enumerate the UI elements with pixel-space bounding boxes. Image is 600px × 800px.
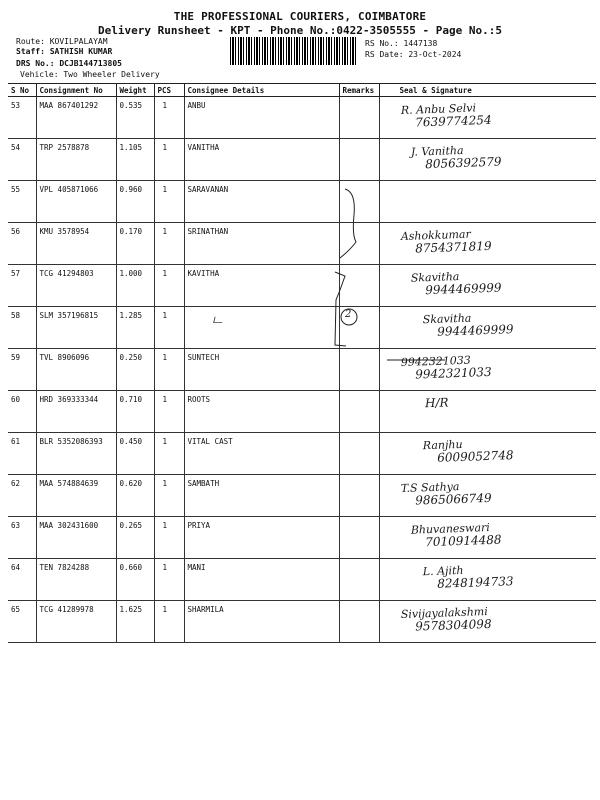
pcs-cell: 1 xyxy=(154,391,184,433)
weight-cell: 0.710 xyxy=(116,391,154,433)
consignee-cell: VITAL CAST xyxy=(184,433,339,475)
sno-cell: 56 xyxy=(8,223,36,265)
staff-line: Staff: SATHISH KUMAR xyxy=(16,47,113,56)
rs-no-value: 1447138 xyxy=(403,39,438,48)
col-pcs: PCS xyxy=(154,84,184,97)
consignee-cell: ROOTS xyxy=(184,391,339,433)
consignment-cell: KMU 3578954 xyxy=(36,223,116,265)
weight-cell: 1.105 xyxy=(116,139,154,181)
col-signature: Seal & Signature xyxy=(379,84,596,97)
signature-phone: 8248194733 xyxy=(436,574,514,591)
signature-phone: 9942321033 xyxy=(414,364,492,382)
signature-name: L. Ajith xyxy=(422,563,464,579)
consignee-cell: VANITHA xyxy=(184,139,339,181)
consignee-cell: MANI xyxy=(184,559,339,601)
weight-cell: 0.620 xyxy=(116,475,154,517)
circled-annotation: 2 xyxy=(345,309,352,320)
sno-cell: 63 xyxy=(8,517,36,559)
consignee-cell: ANBU xyxy=(184,97,339,139)
route-value: KOVILPALAYAM xyxy=(49,37,108,46)
signature-phone: 8056392579 xyxy=(424,154,502,172)
signature-name: 9942321033 xyxy=(400,353,471,370)
col-consignee: Consignee Details xyxy=(184,84,339,97)
weight-cell: 1.285 xyxy=(116,307,154,349)
rs-date-value: 23-Oct-2024 xyxy=(408,50,462,59)
signature-phone: 9944469999 xyxy=(436,322,514,339)
signature-phone: 9578304098 xyxy=(414,616,492,634)
sno-cell: 64 xyxy=(8,559,36,601)
consignment-cell: MAA 574884639 xyxy=(36,475,116,517)
pcs-cell: 1 xyxy=(154,223,184,265)
company-title: THE PROFESSIONAL COURIERS, COIMBATORE xyxy=(173,10,427,23)
consignee-cell: KAVITHA xyxy=(184,265,339,307)
staff-value: SATHISH KUMAR xyxy=(49,47,113,56)
signature-name: R. Anbu Selvi xyxy=(400,101,476,118)
signature-name: Ranjhu xyxy=(422,437,463,453)
sno-cell: 65 xyxy=(8,601,36,643)
signature-phone: 9865066749 xyxy=(414,490,492,508)
weight-cell: 0.660 xyxy=(116,559,154,601)
weight-cell: 1.000 xyxy=(116,265,154,307)
runsheet-subtitle: Delivery Runsheet - KPT - Phone No.:0422-3505555 - Page No.:5 xyxy=(98,24,502,37)
consignment-cell: TRP 2578878 xyxy=(36,139,116,181)
sno-cell: 55 xyxy=(8,181,36,223)
signature-phone: 9944469999 xyxy=(424,280,502,298)
pcs-cell: 1 xyxy=(154,475,184,517)
pcs-cell: 1 xyxy=(154,97,184,139)
route-line: Route: KOVILPALAYAM xyxy=(16,37,108,46)
col-weight: Weight xyxy=(116,84,154,97)
sno-cell: 53 xyxy=(8,97,36,139)
consignment-cell: MAA 867401292 xyxy=(36,97,116,139)
pcs-cell: 1 xyxy=(154,559,184,601)
consignment-cell: TCG 41294803 xyxy=(36,265,116,307)
col-remarks: Remarks xyxy=(339,84,379,97)
signature-name: Sivijayalakshmi xyxy=(400,605,488,622)
sno-cell: 54 xyxy=(8,139,36,181)
consignee-cell: PRIYA xyxy=(184,517,339,559)
weight-cell: 0.265 xyxy=(116,517,154,559)
weight-cell: 0.170 xyxy=(116,223,154,265)
consignment-cell: MAA 302431600 xyxy=(36,517,116,559)
row58-mark: ட xyxy=(212,312,223,327)
consignee-cell: SAMBATH xyxy=(184,475,339,517)
sno-cell: 58 xyxy=(8,307,36,349)
sno-cell: 59 xyxy=(8,349,36,391)
sno-cell: 61 xyxy=(8,433,36,475)
signature-phone: 7639774254 xyxy=(414,112,492,130)
consignment-cell: TCG 41289978 xyxy=(36,601,116,643)
weight-cell: 0.250 xyxy=(116,349,154,391)
consignee-cell: SARAVANAN xyxy=(184,181,339,223)
signature-name: Bhuvaneswari xyxy=(410,520,490,537)
signature-phone: H/R xyxy=(424,395,449,411)
consignment-cell: TVL 8906096 xyxy=(36,349,116,391)
pcs-cell: 1 xyxy=(154,517,184,559)
vehicle-line: Vehicle: Two Wheeler Delivery xyxy=(20,70,160,79)
consignment-cell: SLM 357196815 xyxy=(36,307,116,349)
weight-cell: 0.450 xyxy=(116,433,154,475)
weight-cell: 0.960 xyxy=(116,181,154,223)
consignee-cell: SRINATHAN xyxy=(184,223,339,265)
drs-value: DCJB144713805 xyxy=(59,59,122,68)
bracket-mark-55-56 xyxy=(340,189,356,258)
col-sno: S No xyxy=(8,84,36,97)
drs-line: DRS No.: DCJB144713805 xyxy=(16,59,122,68)
consignment-cell: TEN 7824288 xyxy=(36,559,116,601)
sno-cell: 60 xyxy=(8,391,36,433)
pcs-cell: 1 xyxy=(154,181,184,223)
consignee-cell: SHARMILA xyxy=(184,601,339,643)
sno-cell: 62 xyxy=(8,475,36,517)
consignment-cell: HRD 369333344 xyxy=(36,391,116,433)
signature-name: J. Vanitha xyxy=(410,143,464,159)
signature-phone: 8754371819 xyxy=(414,238,492,256)
signature-name: T.S Sathya xyxy=(400,480,460,496)
signature-name: Skavitha xyxy=(410,270,460,285)
pcs-cell: 1 xyxy=(154,601,184,643)
rs-date-line: RS Date: 23-Oct-2024 xyxy=(365,50,462,59)
sno-cell: 57 xyxy=(8,265,36,307)
signature-name: Skavitha xyxy=(422,311,472,327)
consignment-cell: BLR 5352086393 xyxy=(36,433,116,475)
pcs-cell: 1 xyxy=(154,349,184,391)
weight-cell: 0.535 xyxy=(116,97,154,139)
consignee-cell: SUNTECH xyxy=(184,349,339,391)
col-consignment: Consignment No xyxy=(36,84,116,97)
rs-no-line: RS No.: 1447138 xyxy=(365,39,438,48)
signature-name: Ashokkumar xyxy=(400,227,471,244)
weight-cell: 1.625 xyxy=(116,601,154,643)
pcs-cell: 1 xyxy=(154,265,184,307)
signature-phone: 6009052748 xyxy=(436,448,514,465)
pcs-cell: 1 xyxy=(154,433,184,475)
vehicle-value: Two Wheeler Delivery xyxy=(63,70,160,79)
pcs-cell: 1 xyxy=(154,307,184,349)
pcs-cell: 1 xyxy=(154,139,184,181)
signature-phone: 7010914488 xyxy=(424,532,502,550)
consignment-cell: VPL 405871066 xyxy=(36,181,116,223)
